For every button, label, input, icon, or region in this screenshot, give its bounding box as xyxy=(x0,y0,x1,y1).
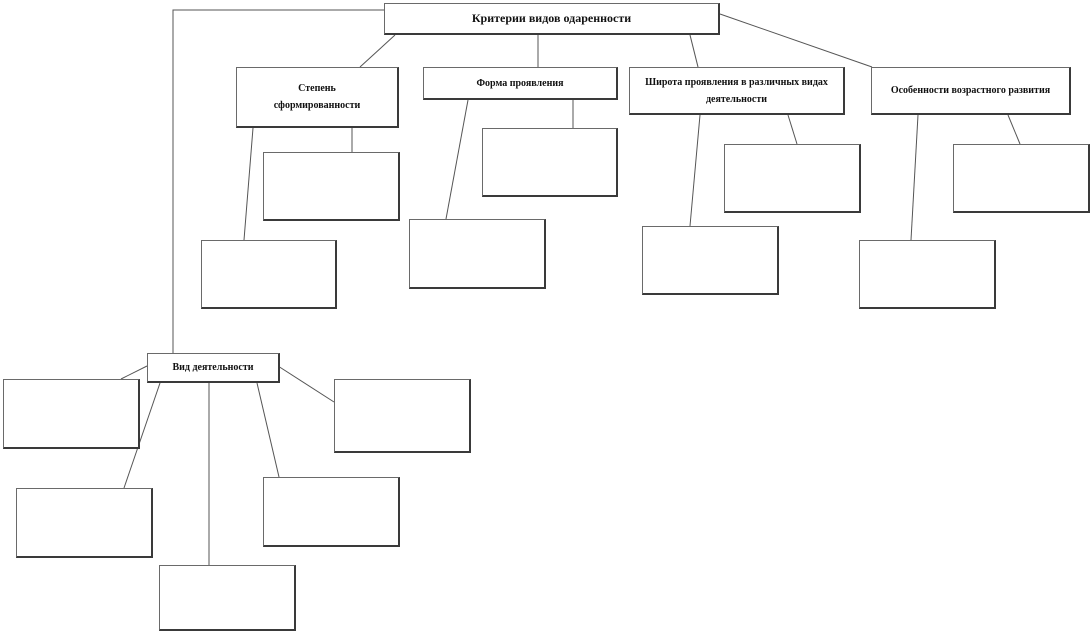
connector-form-child-2 xyxy=(446,100,468,219)
connector-breadth-child-1 xyxy=(788,115,797,144)
empty-box-breadth-2 xyxy=(642,226,779,295)
connector-degree-child-2 xyxy=(244,128,253,240)
connector-breadth-child-2 xyxy=(690,115,700,226)
activity-box xyxy=(147,353,280,383)
empty-box-form-2 xyxy=(409,219,546,289)
connector-title-breadth xyxy=(690,35,698,67)
criterion-label-age: Особенности возрастного развития xyxy=(890,85,1051,96)
criterion-label-degree: Степень сформированности xyxy=(273,83,361,111)
activity-label: Вид деятельности xyxy=(172,362,254,373)
empty-box-age-2 xyxy=(859,240,996,309)
connector-age-child-1 xyxy=(1008,115,1020,144)
criterion-box-breadth xyxy=(629,67,845,115)
empty-box-degree-1 xyxy=(263,152,400,221)
connector-activity-child-1 xyxy=(121,366,147,379)
connector-activity-child-5 xyxy=(278,366,334,402)
criterion-box-degree xyxy=(236,67,399,128)
connector-activity-child-4 xyxy=(257,383,279,477)
empty-box-age-1 xyxy=(953,144,1090,213)
connector-title-age xyxy=(720,14,872,67)
empty-box-activity-2 xyxy=(16,488,153,558)
title-label: Критерии видов одаренности xyxy=(471,11,632,25)
empty-box-form-1 xyxy=(482,128,618,197)
empty-box-breadth-1 xyxy=(724,144,861,213)
empty-box-activity-5 xyxy=(334,379,471,453)
criterion-box-form xyxy=(423,67,618,100)
criterion-label-form: Форма проявления xyxy=(476,77,564,89)
empty-box-activity-3 xyxy=(159,565,296,631)
criterion-box-age xyxy=(871,67,1071,115)
connector-age-child-2 xyxy=(911,115,918,240)
title-box xyxy=(384,3,720,35)
connector-title-degree xyxy=(360,35,395,67)
empty-box-degree-2 xyxy=(201,240,337,309)
criterion-label-breadth: Широта проявления в различных видах деятельности xyxy=(645,76,828,105)
empty-box-activity-4 xyxy=(263,477,400,547)
empty-box-activity-1 xyxy=(3,379,140,449)
